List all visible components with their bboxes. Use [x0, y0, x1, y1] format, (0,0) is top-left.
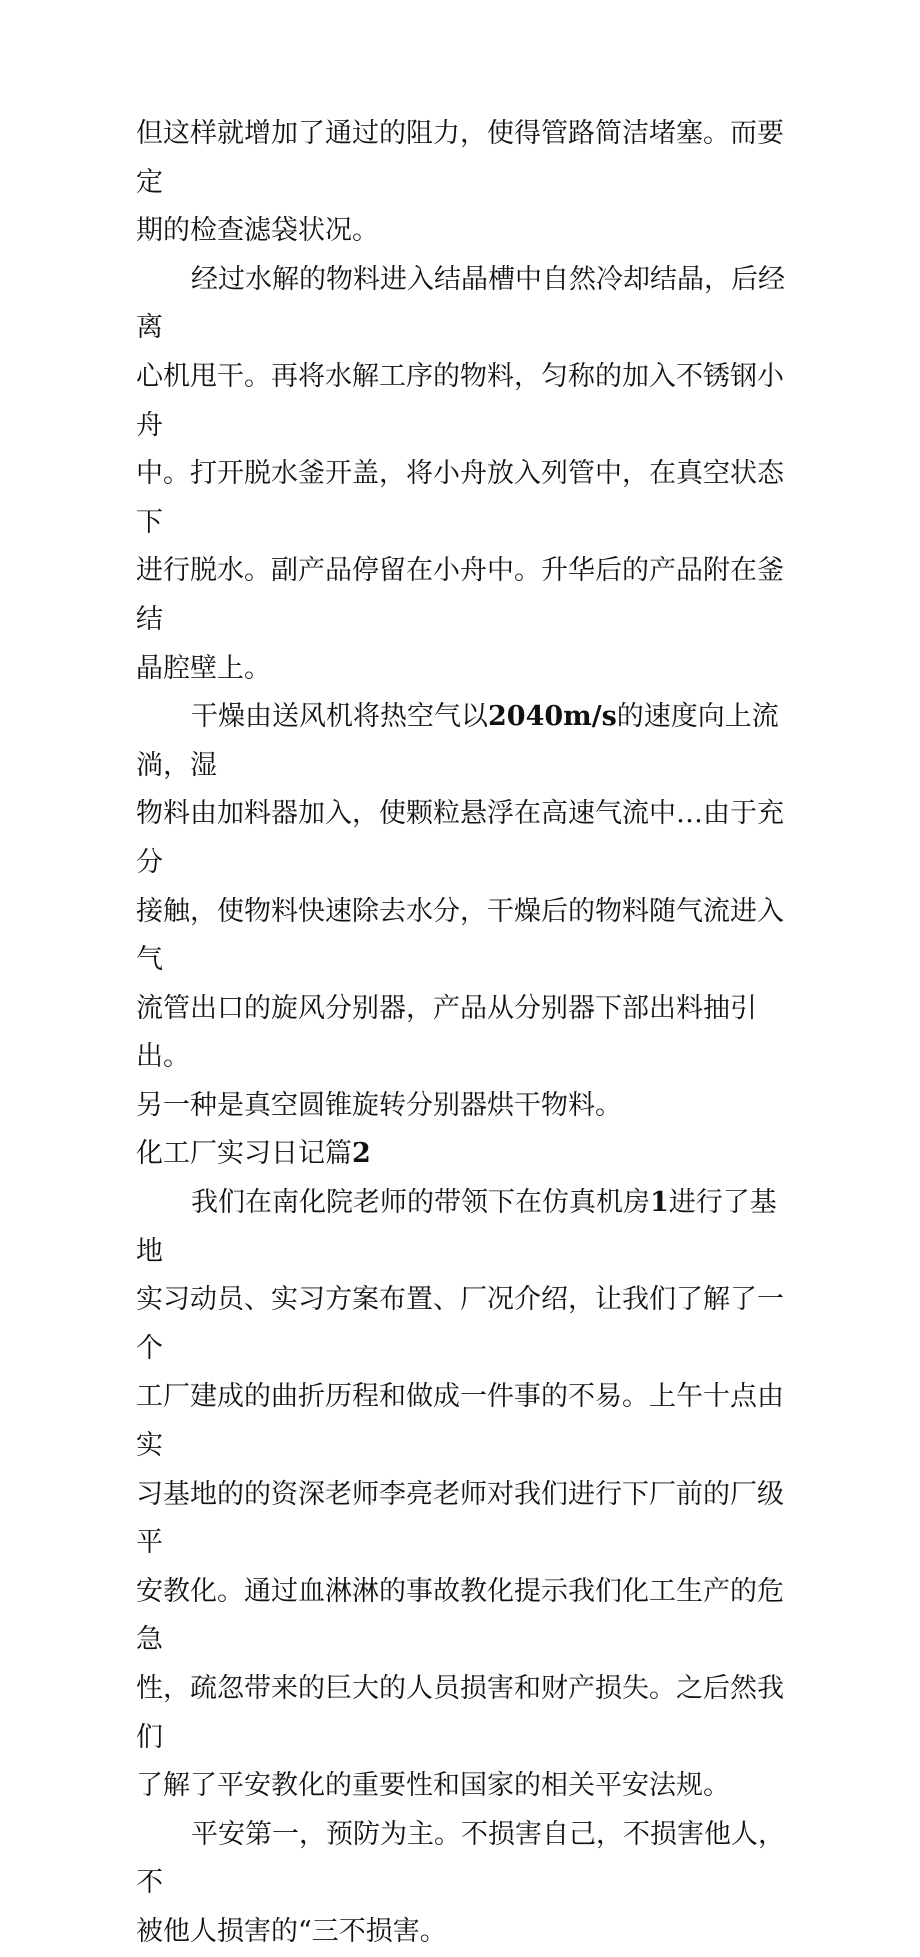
paragraph-safety-first — [136, 1811, 796, 1957]
text-line: 了解了平安教化的重要性和国家的相关平安法规。 — [136, 1770, 730, 1802]
text-line: 平安第一，预防为主。不损害自己，不损害他人，不 — [136, 1818, 785, 1899]
paragraph-drying — [136, 693, 796, 1130]
text-line: 进行脱水。副产品停留在小舟中。升华后的产品附在釜结 — [136, 555, 784, 635]
text-line: 流管出口的旋风分别器，产品从分别器下部出料抽引出。 — [136, 992, 757, 1073]
text-line: 晶腔壁上。 — [136, 652, 271, 684]
section-heading — [136, 1130, 796, 1179]
text-line: 工厂建成的曲折历程和做成一件事的不易。上午十点由实 — [136, 1381, 784, 1462]
text-line: 安教化。通过血淋淋的事故教化提示我们化工生产的危急 — [136, 1575, 784, 1656]
text-fragment: 进行了基地 — [136, 1187, 777, 1267]
text-line: 期的检查滤袋状况。 — [136, 215, 379, 247]
paragraph-filter-bags — [136, 110, 796, 256]
room-number: 1 — [650, 1187, 669, 1219]
text-line: 经过水解的物料进入结晶槽中自然冷却结晶，后经离 — [136, 263, 785, 344]
paragraph-mobilization — [136, 1179, 796, 1811]
document-body — [136, 110, 796, 1957]
text-line: 但这样就增加了通过的阻力，使得管路简洁堵塞。而要定 — [136, 118, 784, 198]
heading-text: 化工厂实习日记篇 — [136, 1138, 352, 1170]
heading-number: 2 — [352, 1138, 371, 1170]
speed-value: 2040m/s — [488, 701, 617, 733]
text-line: 被他人损害的“三不损害。 — [136, 1915, 447, 1947]
text-fragment: 的速度向上流淌，湿 — [136, 701, 779, 781]
text-line: 接触，使物料快速除去水分，干燥后的物料随气流进入气 — [136, 895, 784, 976]
text-line — [136, 1187, 777, 1267]
text-line: 性，疏忽带来的巨大的人员损害和财产损失。之后然我们 — [136, 1673, 784, 1753]
text-fragment: 干燥由送风机将热空气以 — [191, 701, 488, 733]
text-line: 习基地的的资深老师李亮老师对我们进行下厂前的厂级平 — [136, 1478, 784, 1559]
text-line: 物料由加料器加入，使颗粒悬浮在高速气流中…由于充分 — [136, 798, 784, 878]
text-fragment: 我们在南化院老师的带领下在仿真机房 — [191, 1187, 650, 1219]
text-line: 另一种是真空圆锥旋转分别器烘干物料。 — [136, 1089, 622, 1121]
paragraph-hydrolysis — [136, 256, 796, 693]
text-line: 心机甩干。再将水解工序的物料，匀称的加入不锈钢小舟 — [136, 360, 784, 441]
text-line: 中。打开脱水釜开盖，将小舟放入列管中，在真空状态下 — [136, 458, 784, 538]
text-line: 实习动员、实习方案布置、厂况介绍，让我们了解了一个 — [136, 1284, 784, 1364]
text-line — [136, 701, 779, 781]
